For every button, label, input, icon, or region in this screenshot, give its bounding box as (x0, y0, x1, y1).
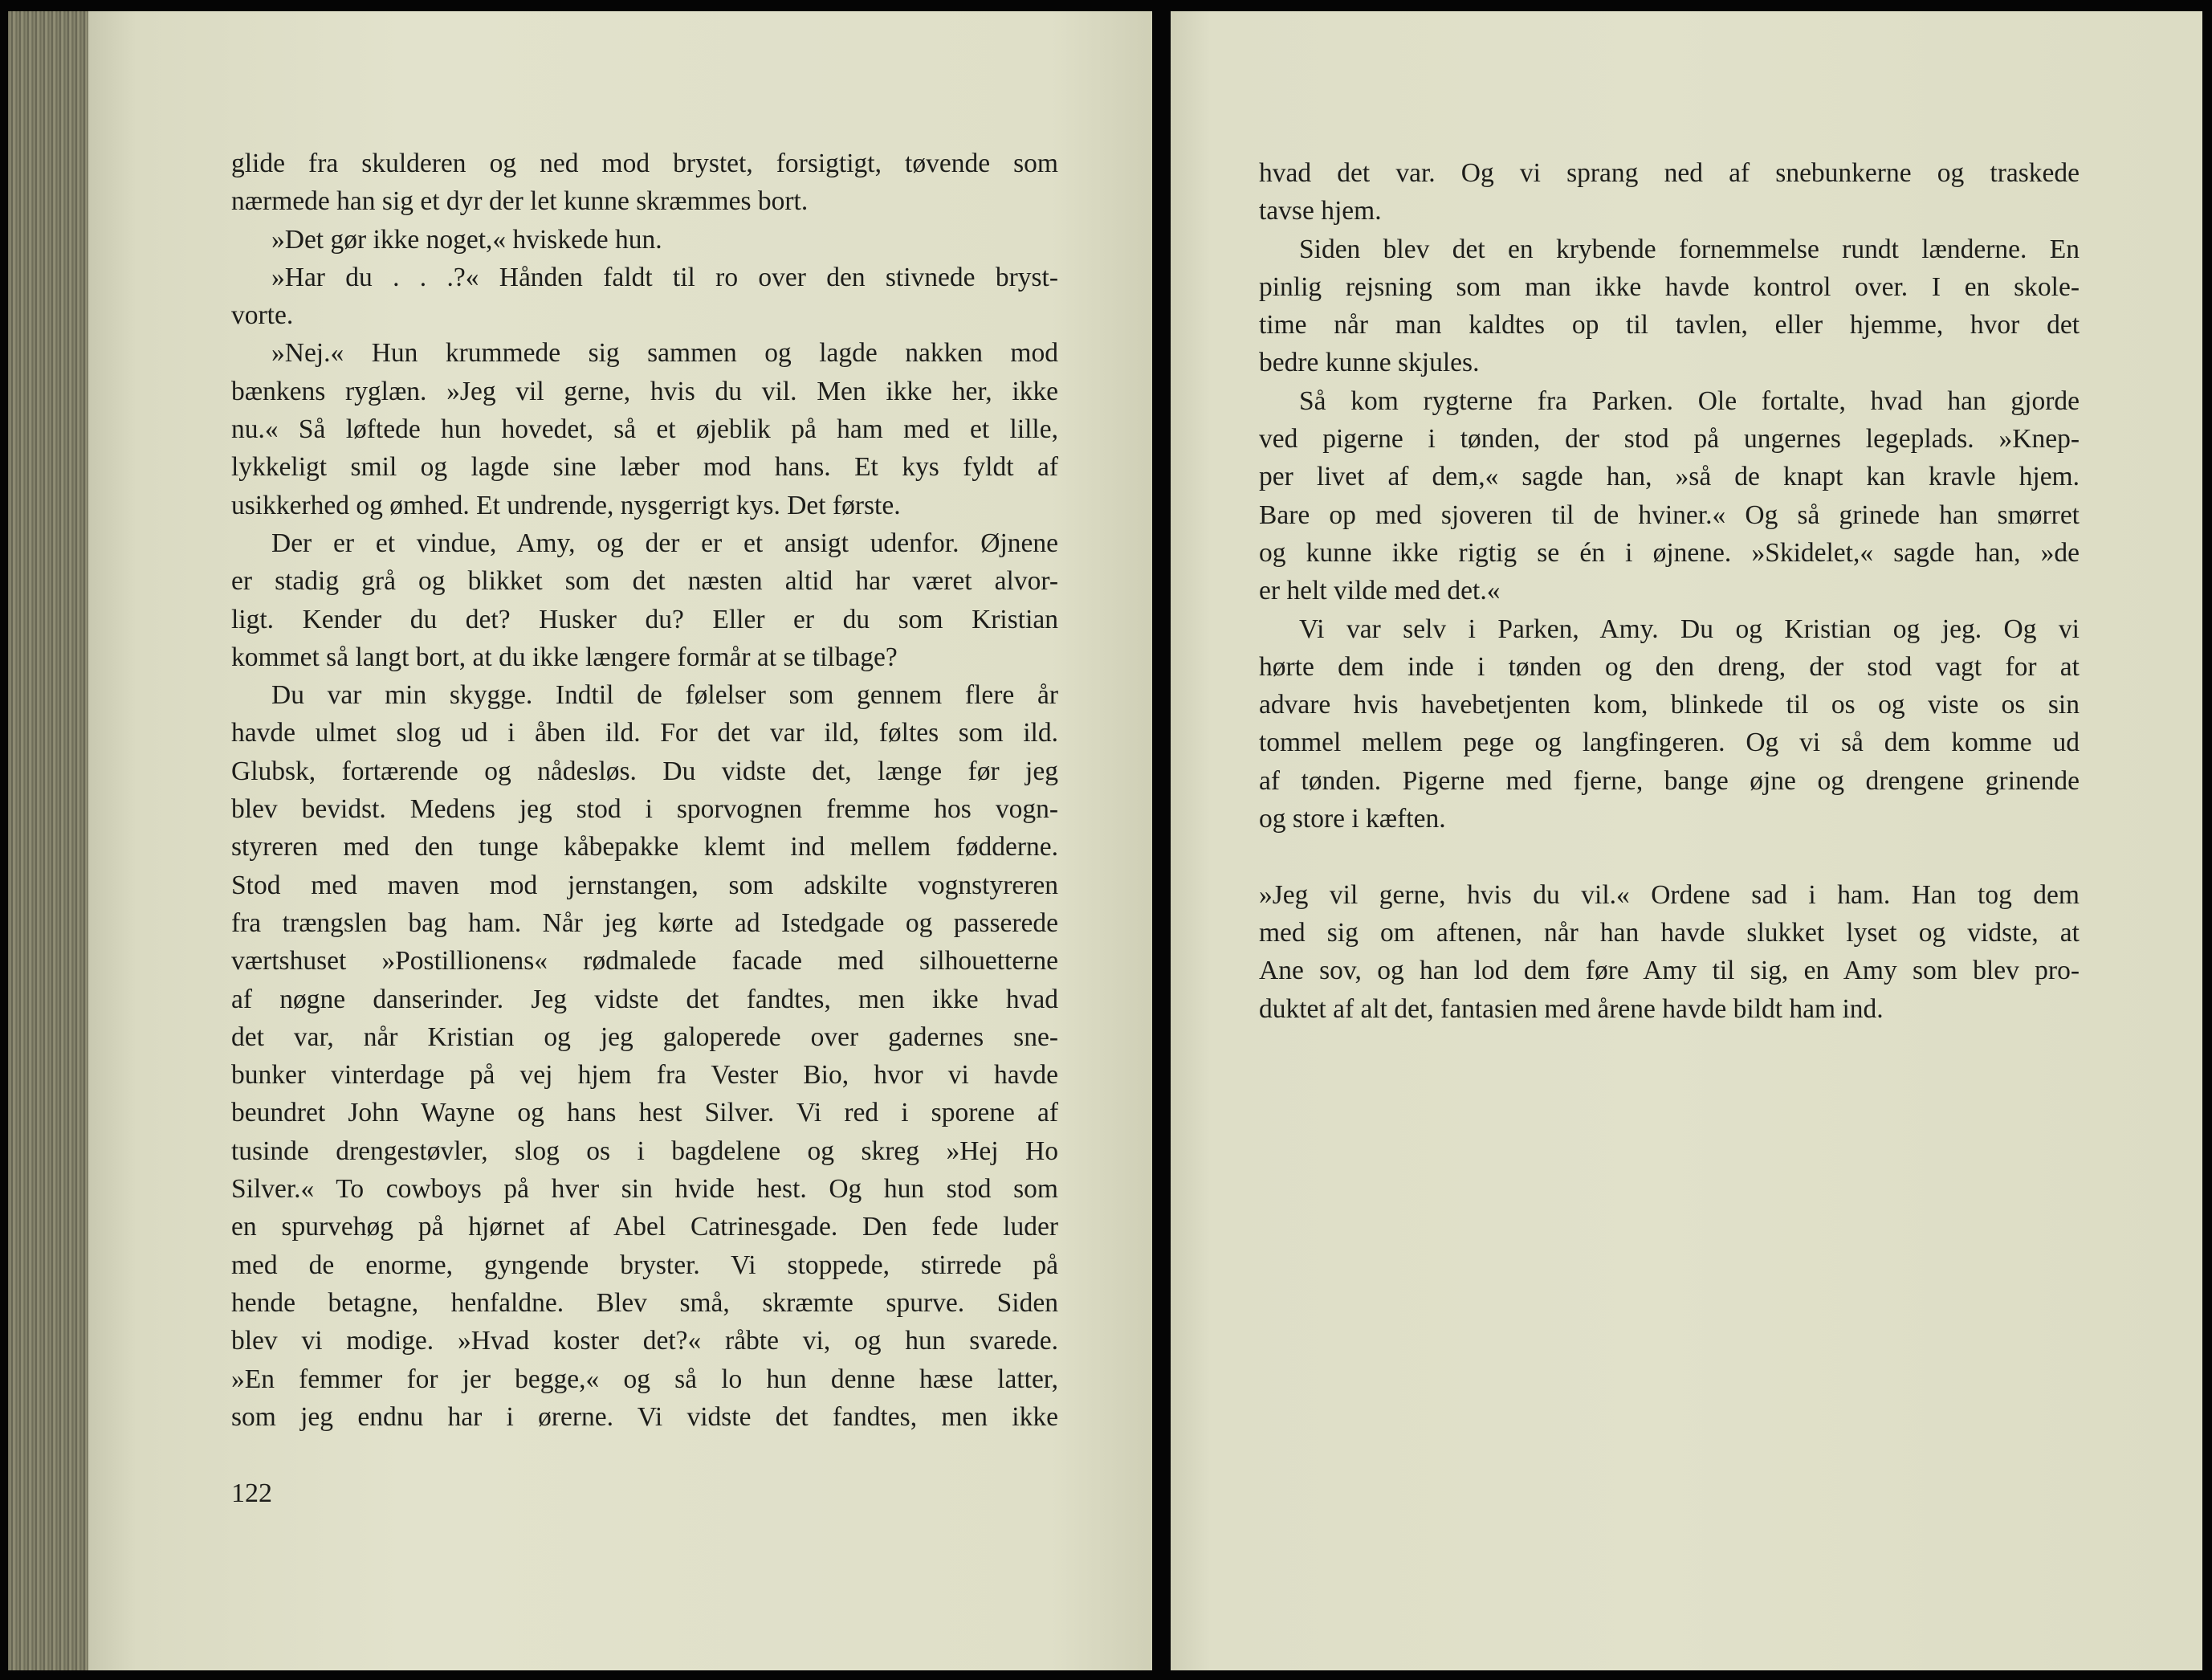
text-line: hørte dem inde i tønden og den dreng, der stod vagt for at (1259, 651, 2080, 682)
text-line: Vi var selv i Parken, Amy. Du og Kristian og jeg. Og vi (1299, 614, 2080, 644)
text-line: Silver.« To cowboys på hver sin hvide hest. Og hun stod som (231, 1174, 1058, 1205)
text-line: bedre kunne skjules. (1259, 348, 1480, 378)
text-line: »Jeg vil gerne, hvis du vil.« Ordene sad i ham. Han tog dem (1259, 879, 2080, 910)
text-line: advare hvis havebetjenten kom, blinkede til os og viste os sin (1259, 690, 2080, 720)
text-line: og store i kæften. (1259, 804, 1446, 834)
text-line: værtshuset »Postillionens« rødmalede facade med silhouetterne (231, 946, 1058, 977)
text-line: beundret John Wayne og hans hest Silver. Vi red i sporene af (231, 1098, 1058, 1128)
text-line: tommel mellem pege og langfingeren. Og vi så dem komme ud (1259, 728, 2080, 758)
text-line: time når man kaldtes op til tavlen, eller hjemme, hvor det (1259, 310, 2080, 340)
text-line: »Nej.« Hun krummede sig sammen og lagde nakken mod (271, 338, 1058, 369)
text-line: med sig om aftenen, når han havde slukket lyset og vidste, at (1259, 917, 2080, 948)
text-line: blev vi modige. »Hvad koster det?« råbte vi, og hun svarede. (231, 1326, 1058, 1356)
text-line: havde ulmet slog ud i åben ild. For det var ild, føltes som ild. (231, 718, 1058, 748)
text-line: duktet af alt det, fantasien med årene havde bildt ham ind. (1259, 993, 1884, 1024)
text-line: blev bevidst. Medens jeg stod i sporvognen fremme hos vogn- (231, 794, 1058, 825)
text-line: hende betagne, henfaldne. Blev små, skræmte spurve. Siden (231, 1287, 1058, 1318)
text-line: Siden blev det en krybende fornemmelse rundt lænderne. En (1299, 234, 2080, 264)
text-line: fra trængslen bag ham. Når jeg kørte ad Istedgade og passerede (231, 907, 1058, 938)
text-line: og kunne ikke rigtig se én i øjnene. »Skidelet,« sagde han, »de (1259, 537, 2080, 568)
text-line: bunker vinterdage på vej hjem fra Vester Bio, hvor vi havde (231, 1060, 1058, 1091)
text-line: »En femmer for jer begge,« og så lo hun denne hæse latter, (231, 1364, 1058, 1394)
text-line: er helt vilde med det.« (1259, 576, 1501, 606)
left-page-text (231, 145, 1058, 1436)
text-line: Bare op med sjoveren til de hviner.« Og så grinede han smørret (1259, 500, 2080, 530)
text-line: bænkens ryglæn. »Jeg vil gerne, hvis du vil. Men ikke her, ikke (231, 376, 1058, 406)
text-line: lykkeligt smil og lagde sine læber mod hans. Et kys fyldt af (231, 452, 1058, 483)
text-line: kommet så langt bort, at du ikke længere formår at se tilbage? (231, 642, 898, 672)
right-page (1171, 11, 2202, 1670)
text-line: usikkerhed og ømhed. Et undrende, nysgerrigt kys. Det første. (231, 490, 901, 520)
text-line: Der er et vindue, Amy, og der er et ansigt udenfor. Øjnene (271, 528, 1058, 558)
text-line: af tønden. Pigerne med fjerne, bange øjne og drengene grinende (1259, 765, 2080, 796)
text-line: er stadig grå og blikket som det næsten altid har været alvor- (231, 566, 1058, 597)
text-line: som jeg endnu har i ørerne. Vi vidste det fandtes, men ikke (231, 1401, 1058, 1432)
paragraph-break (1259, 838, 2080, 875)
text-line: Du var min skygge. Indtil de følelser som gennem flere år (271, 680, 1058, 711)
text-line: ligt. Kender du det? Husker du? Eller er du som Kristian (231, 604, 1058, 634)
text-line: »Har du . . .?« Hånden faldt til ro over den stivnede bryst- (271, 262, 1058, 292)
text-line: nærmede han sig et dyr der let kunne skræmmes bort. (231, 186, 809, 217)
text-line: pinlig rejsning som man ikke havde kontrol over. I en skole- (1259, 271, 2080, 302)
text-line: styreren med den tunge kåbepakke klemt ind mellem fødderne. (231, 832, 1058, 862)
text-line: af nøgne danserinder. Jeg vidste det fandtes, men ikke hvad (231, 984, 1058, 1014)
text-line: Glubsk, fortærende og nådesløs. Du vidste det, længe før jeg (231, 756, 1058, 786)
book-gutter (1152, 0, 1171, 1680)
text-line: tusinde drengestøvler, slog os i bagdelene og skreg »Hej Ho (231, 1136, 1058, 1166)
text-line: Ane sov, og han lod dem føre Amy til sig, en Amy som blev pro- (1259, 956, 2080, 986)
text-line: glide fra skulderen og ned mod brystet, forsigtigt, tøvende som (231, 149, 1058, 178)
text-line: »Det gør ikke noget,« hviskede hun. (271, 224, 662, 255)
text-line: med de enorme, gyngende bryster. Vi stoppede, stirrede på (231, 1250, 1058, 1280)
text-line: tavse hjem. (1259, 196, 1382, 226)
text-line: Så kom rygterne fra Parken. Ole fortalte, hvad han gjorde (1299, 385, 2080, 416)
text-line: en spurvehøg på hjørnet af Abel Catrinesgade. Den fede luder (231, 1212, 1058, 1242)
left-page (88, 11, 1152, 1670)
page-edges (8, 11, 96, 1670)
text-line: det var, når Kristian og jeg galoperede over gadernes sne- (231, 1021, 1058, 1052)
text-line: nu.« Så løftede hun hovedet, så et øjeblik på ham med et lille, (231, 414, 1058, 445)
text-line: per livet af dem,« sagde han, »så de knapt kan kravle hjem. (1259, 462, 2080, 492)
text-line: ved pigerne i tønden, der stod på ungernes legeplads. »Knep- (1259, 424, 2080, 455)
text-line: vorte. (231, 300, 294, 331)
text-line: hvad det var. Og vi sprang ned af snebunkerne og traskede (1259, 158, 2080, 188)
right-page-text (1259, 154, 2080, 1028)
text-line: Stod med maven mod jernstangen, som adskilte vognstyreren (231, 870, 1058, 900)
page-number: 122 (231, 1478, 272, 1508)
